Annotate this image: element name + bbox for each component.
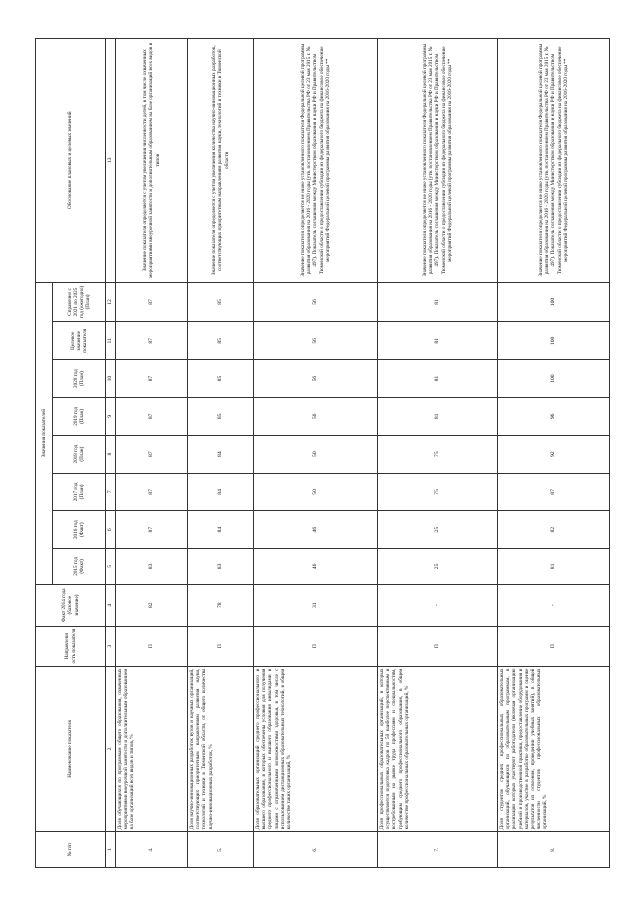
- row-num: 8.: [498, 832, 610, 868]
- row-basis: Значение показателя определяется с учетом увеличения численности детей, в том числе охваченных мероприятиями внеурочной занятости и дополнительным образованием на базе организаций всех видов и типов: [116, 39, 188, 283]
- row-2019: 56: [254, 397, 378, 435]
- row-fact2014: 31: [254, 584, 378, 626]
- row-2017: 87: [116, 473, 188, 511]
- row-ref2025: 81: [378, 282, 498, 322]
- header-row-1: [36, 39, 53, 868]
- row-ref2025: 87: [116, 282, 188, 322]
- row-name: Доля научно-инновационных разработок вузов и научных организаций, соответствующих приоритетным направлениям развития науки, технологий и техники в Тюменской области, от общего количества научно-инновационных разработок, %: [188, 666, 254, 832]
- header-num: № п/п: [36, 832, 106, 868]
- row-2018: 92: [498, 435, 610, 473]
- row-2016: 46: [254, 511, 378, 549]
- row-num: 7.: [378, 832, 498, 868]
- header-fact2014: Факт 2014 года (базовое значение): [36, 584, 106, 626]
- header-values-group: Значения показателей: [36, 282, 53, 584]
- row-2015: 83: [116, 549, 188, 585]
- column-number-row: [106, 39, 116, 868]
- header-ref2025: Справочно с 2021 по 2025 год (ежегодно) (План): [53, 282, 106, 322]
- header-2016: 2016 год (Факт): [53, 511, 106, 549]
- row-2016: 25: [378, 511, 498, 549]
- indicators-table: [35, 38, 610, 868]
- row-basis: Значение показателя определяется не ниже установленного показателя Федеральной целевой программы развития образования на 2016 - 2020 годы (утв. постановлением Правительства РФ от 23 мая 2015 г. № 497). Показатель соглашения между Министерством образования и науки РФ и Правительством Тюменской области о предоставлении субсидии из федерального бюджета на финансовое обеспечение мероприятий Федеральной целевой программы развития образования на 2016-2020 годы **: [498, 39, 610, 283]
- row-2019: 87: [116, 397, 188, 435]
- row-ref2025: 85: [188, 282, 254, 322]
- row-2019: 81: [378, 397, 498, 435]
- row-2020: 56: [254, 360, 378, 398]
- row-2020: 100: [498, 360, 610, 398]
- header-2020: 2020 год (План): [53, 360, 106, 398]
- header-basis: Обоснование плановых и целевых значений: [36, 39, 106, 283]
- column-number: 4: [106, 584, 116, 626]
- row-2017: 75: [378, 473, 498, 511]
- row-target: 81: [378, 322, 498, 360]
- header-2018: 2018 год (План): [53, 435, 106, 473]
- table-row: [116, 39, 188, 868]
- column-number: 12: [106, 282, 116, 322]
- table-row: [254, 39, 378, 868]
- column-number: 3: [106, 626, 116, 666]
- column-number: 6: [106, 511, 116, 549]
- column-number: 11: [106, 322, 116, 360]
- row-2015: 46: [254, 549, 378, 585]
- header-2019: 2019 год (План): [53, 397, 106, 435]
- column-number: 2: [106, 666, 116, 832]
- row-2015: 81: [498, 549, 610, 585]
- row-fact2014: 78: [188, 584, 254, 626]
- row-2016: 84: [188, 511, 254, 549]
- row-target: 87: [116, 322, 188, 360]
- row-ref2025: 100: [498, 282, 610, 322]
- row-name: Доля профессиональных образовательных организаций, в которых осуществляется подготовка кадров по 50 наиболее перспективным и востребованным на рынке труда профессиям и специальностям, требующим среднего профессионального образования, в общем количестве профессиональных образовательных организаций, %: [378, 666, 498, 832]
- column-number: 8: [106, 435, 116, 473]
- header-name: Наименование показателя: [36, 666, 106, 832]
- row-basis: Значение показателя определяется не ниже установленного показателя Федеральной целевой программы развития образования на 2016 - 2020 годы (утв. постановлением Правительства РФ от 23 мая 2015 г. № 497). Показатель соглашения между Министерством образования и науки РФ и Правительством Тюменской области о предоставлении субсидии из федерального бюджета на финансовое обеспечение мероприятий Федеральной целевой программы развития образования на 2016-2020 годы **: [254, 39, 378, 283]
- row-2019: 85: [188, 397, 254, 435]
- row-target: 100: [498, 322, 610, 360]
- column-number: 5: [106, 549, 116, 585]
- column-number: 1: [106, 832, 116, 868]
- row-2017: 87: [498, 473, 610, 511]
- header-2015: 2015 год (Факт): [53, 549, 106, 585]
- row-2020: 85: [188, 360, 254, 398]
- row-2015: 83: [188, 549, 254, 585]
- row-name: Доля образовательных организаций среднего профессионального и высшего образования, в которых обеспечены условия для получения среднего профессионального и высшего образования инвалидами и лицами с ограниченными возможностями здоровья, в том числе с использованием дистанционных образовательных технологий, в общем количестве таких организаций, %: [254, 666, 378, 832]
- row-basis: Значение показателя определяется не ниже установленного показателя Федеральной целевой программы развития образования на 2016 - 2020 годы (утв. постановлением Правительства РФ от 23 мая 2015 г. № 497). Показатель соглашения между Министерством образования и науки РФ и Правительством Тюменской области о предоставлении субсидии из федерального бюджета на финансовое обеспечение мероприятий Федеральной целевой программы развития образования на 2016-2020 годы **: [378, 39, 498, 283]
- row-2016: 82: [498, 511, 610, 549]
- row-direction: П: [116, 626, 188, 666]
- row-2020: 87: [116, 360, 188, 398]
- row-direction: П: [378, 626, 498, 666]
- row-2018: 75: [378, 435, 498, 473]
- row-num: 4.: [116, 832, 188, 868]
- row-2017: 84: [188, 473, 254, 511]
- row-num: 5.: [188, 832, 254, 868]
- row-target: 56: [254, 322, 378, 360]
- column-number: 13: [106, 39, 116, 283]
- row-direction: П: [498, 626, 610, 666]
- header-target: Целевое значение показателя: [53, 322, 106, 360]
- row-direction: П: [188, 626, 254, 666]
- row-2016: 87: [116, 511, 188, 549]
- row-2015: 25: [378, 549, 498, 585]
- row-2018: 87: [116, 435, 188, 473]
- row-target: 85: [188, 322, 254, 360]
- column-number: 10: [106, 360, 116, 398]
- row-basis: Значение показателя определяется с учетом увеличения количества научно-инновационных разработок, соответствующих приоритетным направлениям развития науки, технологий и техники в Тюменской области: [188, 39, 254, 283]
- row-2020: 81: [378, 360, 498, 398]
- header-direction: Направленн ость показателя: [36, 626, 106, 666]
- row-2017: 50: [254, 473, 378, 511]
- column-number: 7: [106, 473, 116, 511]
- row-name: Доля обучающихся по программам общего образования, охваченных мероприятиями внеурочной занятости и дополнительным образованием на базе организаций всех видов и типов, %: [116, 666, 188, 832]
- row-name: Доля студентов средних профессиональных образовательных организаций, обучающихся по образовательным программам, в реализации которых участвуют работодатели (включая организацию учебной и производственной практики, предоставление оборудования и материалов, участие в разработке образовательных программ и оценке результатов их освоения, проведении учебных занятий), в общей численности студентов профессиональных образовательных организаций, %: [498, 666, 610, 832]
- row-fact2014: -: [378, 584, 498, 626]
- column-number: 9: [106, 397, 116, 435]
- row-ref2025: 56: [254, 282, 378, 322]
- row-direction: П: [254, 626, 378, 666]
- row-fact2014: 82: [116, 584, 188, 626]
- table-row: [498, 39, 610, 868]
- rotated-table-wrapper: [35, 38, 605, 868]
- header-2017: 2017 год (План): [53, 473, 106, 511]
- table-row: [378, 39, 498, 868]
- row-2019: 96: [498, 397, 610, 435]
- row-2018: 50: [254, 435, 378, 473]
- row-2018: 84: [188, 435, 254, 473]
- row-fact2014: -: [498, 584, 610, 626]
- table-row: [188, 39, 254, 868]
- row-num: 6.: [254, 832, 378, 868]
